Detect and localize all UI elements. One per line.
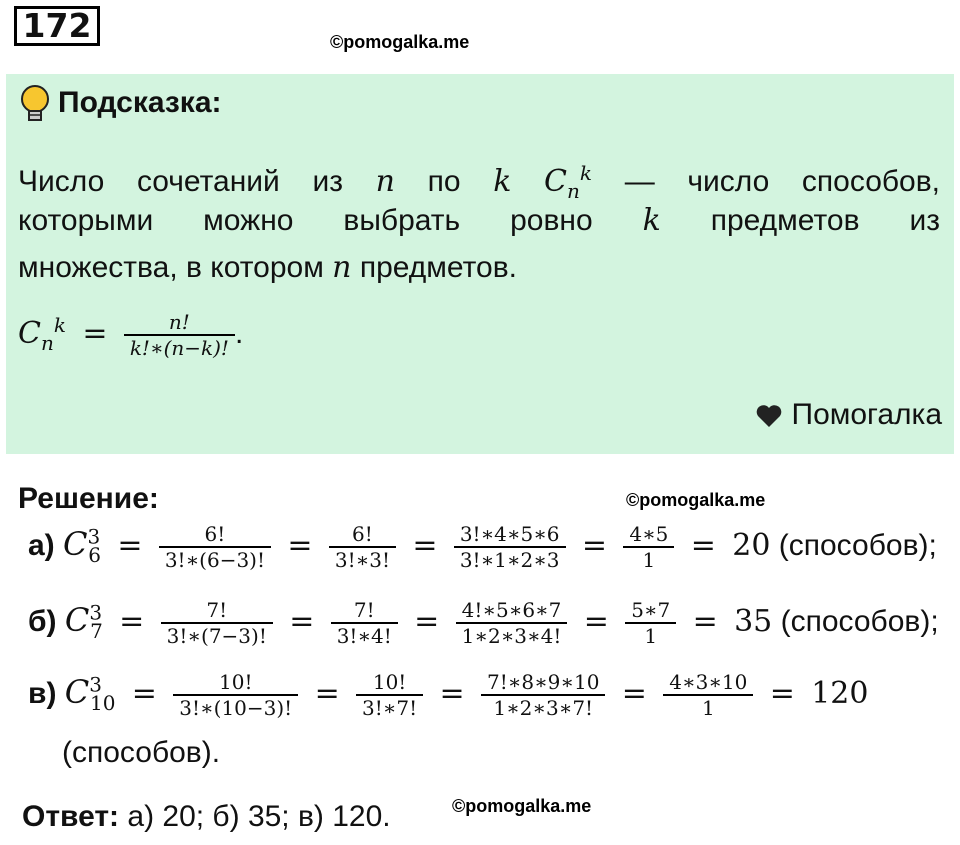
solution-title: Решение: <box>18 482 159 515</box>
hint-line-1: Число сочетаний из n по k $C_n^k$ — число способов, <box>18 161 941 203</box>
brand-label: Помогалка <box>755 398 942 432</box>
solution-row-c: в) $C^3_{10}$ = $\frac{10!}{3!∗(10-3)!}$ = $\frac{10!}{3!∗7!}$ = $\frac{7!∗8∗9∗10}{1∗2∗3∗7!}$ = $\frac{4∗3∗10}{1}$ = 120 <box>28 670 869 720</box>
watermark: ©pomogalka.me <box>330 32 470 52</box>
hint-line-3: множества, в котором n предметов. <box>18 250 517 285</box>
hint-title: Подсказка: <box>58 86 222 119</box>
hint-line-2: которыми можно выбрать ровно k предметов из <box>18 203 940 238</box>
solution-row-c-unit: (способов). <box>62 736 221 769</box>
solution-row-a: а) $C^3_6$ = $\frac{6!}{3!∗(6-3)!}$ = $\frac{6!}{3!∗3!}$ = $\frac{3!∗4∗5∗6}{3!∗1∗2∗3}$ = $\frac{4∗5}{1}$ = 20 (способов); <box>28 522 937 572</box>
hint-formula: $C_n^k$ = $\frac{n!}{k!∗(n-k)!}$ . <box>18 310 244 360</box>
answer: Ответ: а) 20; б) 35; в) 120. <box>22 800 391 833</box>
task-number: 172 <box>14 6 100 46</box>
heart-icon <box>755 403 783 429</box>
lightbulb-icon <box>18 84 52 124</box>
solution-row-b: б) $C^3_7$ = $\frac{7!}{3!∗(7-3)!}$ = $\frac{7!}{3!∗4!}$ = $\frac{4!∗5∗6∗7}{1∗2∗3∗4!}$ = $\frac{5∗7}{1}$ = 35 (способов); <box>28 598 939 648</box>
watermark: ©pomogalka.me <box>452 796 592 816</box>
watermark: ©pomogalka.me <box>626 490 766 510</box>
